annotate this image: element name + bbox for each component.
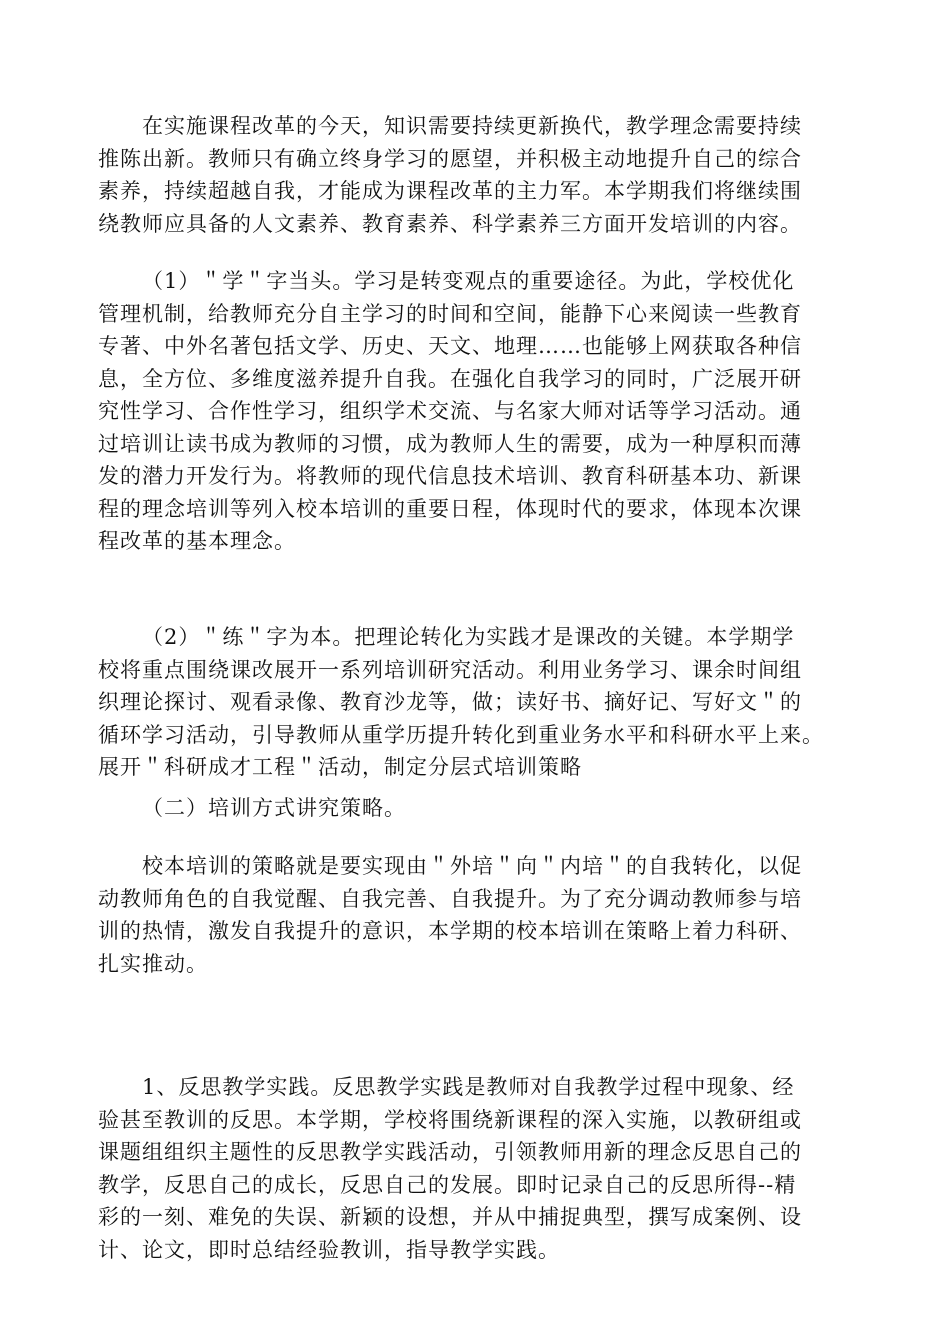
text-line: 专著、中外名著包括文学、历史、天文、地理……也能够上网获取各种信 bbox=[98, 334, 802, 358]
text-line: 展开＂科研成才工程＂活动，制定分层式培训策略 bbox=[98, 755, 582, 779]
text-line: 素养，持续超越自我，才能成为课程改革的主力军。本学期我们将继续围 bbox=[98, 179, 802, 203]
text-line: （2）＂练＂字为本。把理论转化为实践才是课改的关键。本学期学 bbox=[142, 625, 795, 649]
text-line: 验甚至教训的反思。本学期，学校将围绕新课程的深入实施，以教研组或 bbox=[98, 1107, 802, 1132]
text-line: 究性学习、合作性学习，组织学术交流、与名家大师对话等学习活动。通 bbox=[98, 399, 802, 423]
text-line: 在实施课程改革的今天，知识需要持续更新换代，教学理念需要持续 bbox=[142, 114, 802, 138]
text-line: 彩的一刻、难免的失误、新颖的设想，并从中捕捉典型，撰写成案例、设 bbox=[98, 1205, 802, 1229]
paragraph-study bbox=[98, 265, 868, 558]
text-line: 动教师角色的自我觉醒、自我完善、自我提升。为了充分调动教师参与培 bbox=[98, 886, 802, 911]
text-line: 计、论文，即时总结经验教训，指导教学实践。 bbox=[98, 1237, 560, 1262]
text-line: 程改革的基本理念。 bbox=[98, 529, 296, 553]
text-line: 程的理念培训等列入校本培训的重要日程，体现时代的要求，体现本次课 bbox=[98, 496, 802, 521]
text-line: 扎实推动。 bbox=[98, 951, 208, 976]
text-line: 绕教师应具备的人文素养、教育素养、科学素养三方面开发培训的内容。 bbox=[98, 211, 802, 236]
section-heading bbox=[98, 792, 868, 825]
paragraph-reflection bbox=[98, 1071, 868, 1266]
text-line: 推陈出新。教师只有确立终身学习的愿望，并积极主动地提升自己的综合 bbox=[98, 146, 802, 171]
text-line: 过培训让读书成为教师的习惯，成为教师人生的需要，成为一种厚积而薄 bbox=[98, 431, 802, 456]
paragraph-practice bbox=[98, 621, 868, 784]
text-line: 校本培训的策略就是要实现由＂外培＂向＂内培＂的自我转化，以促 bbox=[142, 854, 802, 878]
text-line: 息，全方位、多维度滋养提升自我。在强化自我学习的同时，广泛展开研 bbox=[98, 366, 802, 391]
text-line: 循环学习活动，引导教师从重学历提升转化到重业务水平和科研水平上来。 bbox=[98, 722, 824, 747]
text-line: 发的潜力开发行为。将教师的现代信息技术培训、教育科研基本功、新课 bbox=[98, 464, 802, 488]
text-line: 管理机制，给教师充分自主学习的时间和空间，能静下心来阅读一些教育 bbox=[98, 301, 802, 326]
text-line: （二）培训方式讲究策略。 bbox=[142, 796, 406, 820]
text-line: 教学，反思自己的成长，反思自己的发展。即时记录自己的反思所得--精 bbox=[98, 1172, 797, 1197]
text-line: 1、反思教学实践。反思教学实践是教师对自我教学过程中现象、经 bbox=[142, 1075, 795, 1099]
text-line: 织理论探讨、观看录像、教育沙龙等，做；读好书、摘好记、写好文＂的 bbox=[98, 690, 802, 714]
text-line: 训的热情，激发自我提升的意识，本学期的校本培训在策略上着力科研、 bbox=[98, 919, 802, 943]
paragraph-intro bbox=[98, 110, 868, 240]
text-line: 校将重点围绕课改展开一系列培训研究活动。利用业务学习、课余时间组 bbox=[98, 657, 802, 682]
text-line: 课题组组织主题性的反思教学实践活动，引领教师用新的理念反思自己的 bbox=[98, 1140, 802, 1164]
paragraph-strategy bbox=[98, 850, 868, 980]
text-line: （1）＂学＂字当头。学习是转变观点的重要途径。为此，学校优化 bbox=[142, 269, 795, 293]
